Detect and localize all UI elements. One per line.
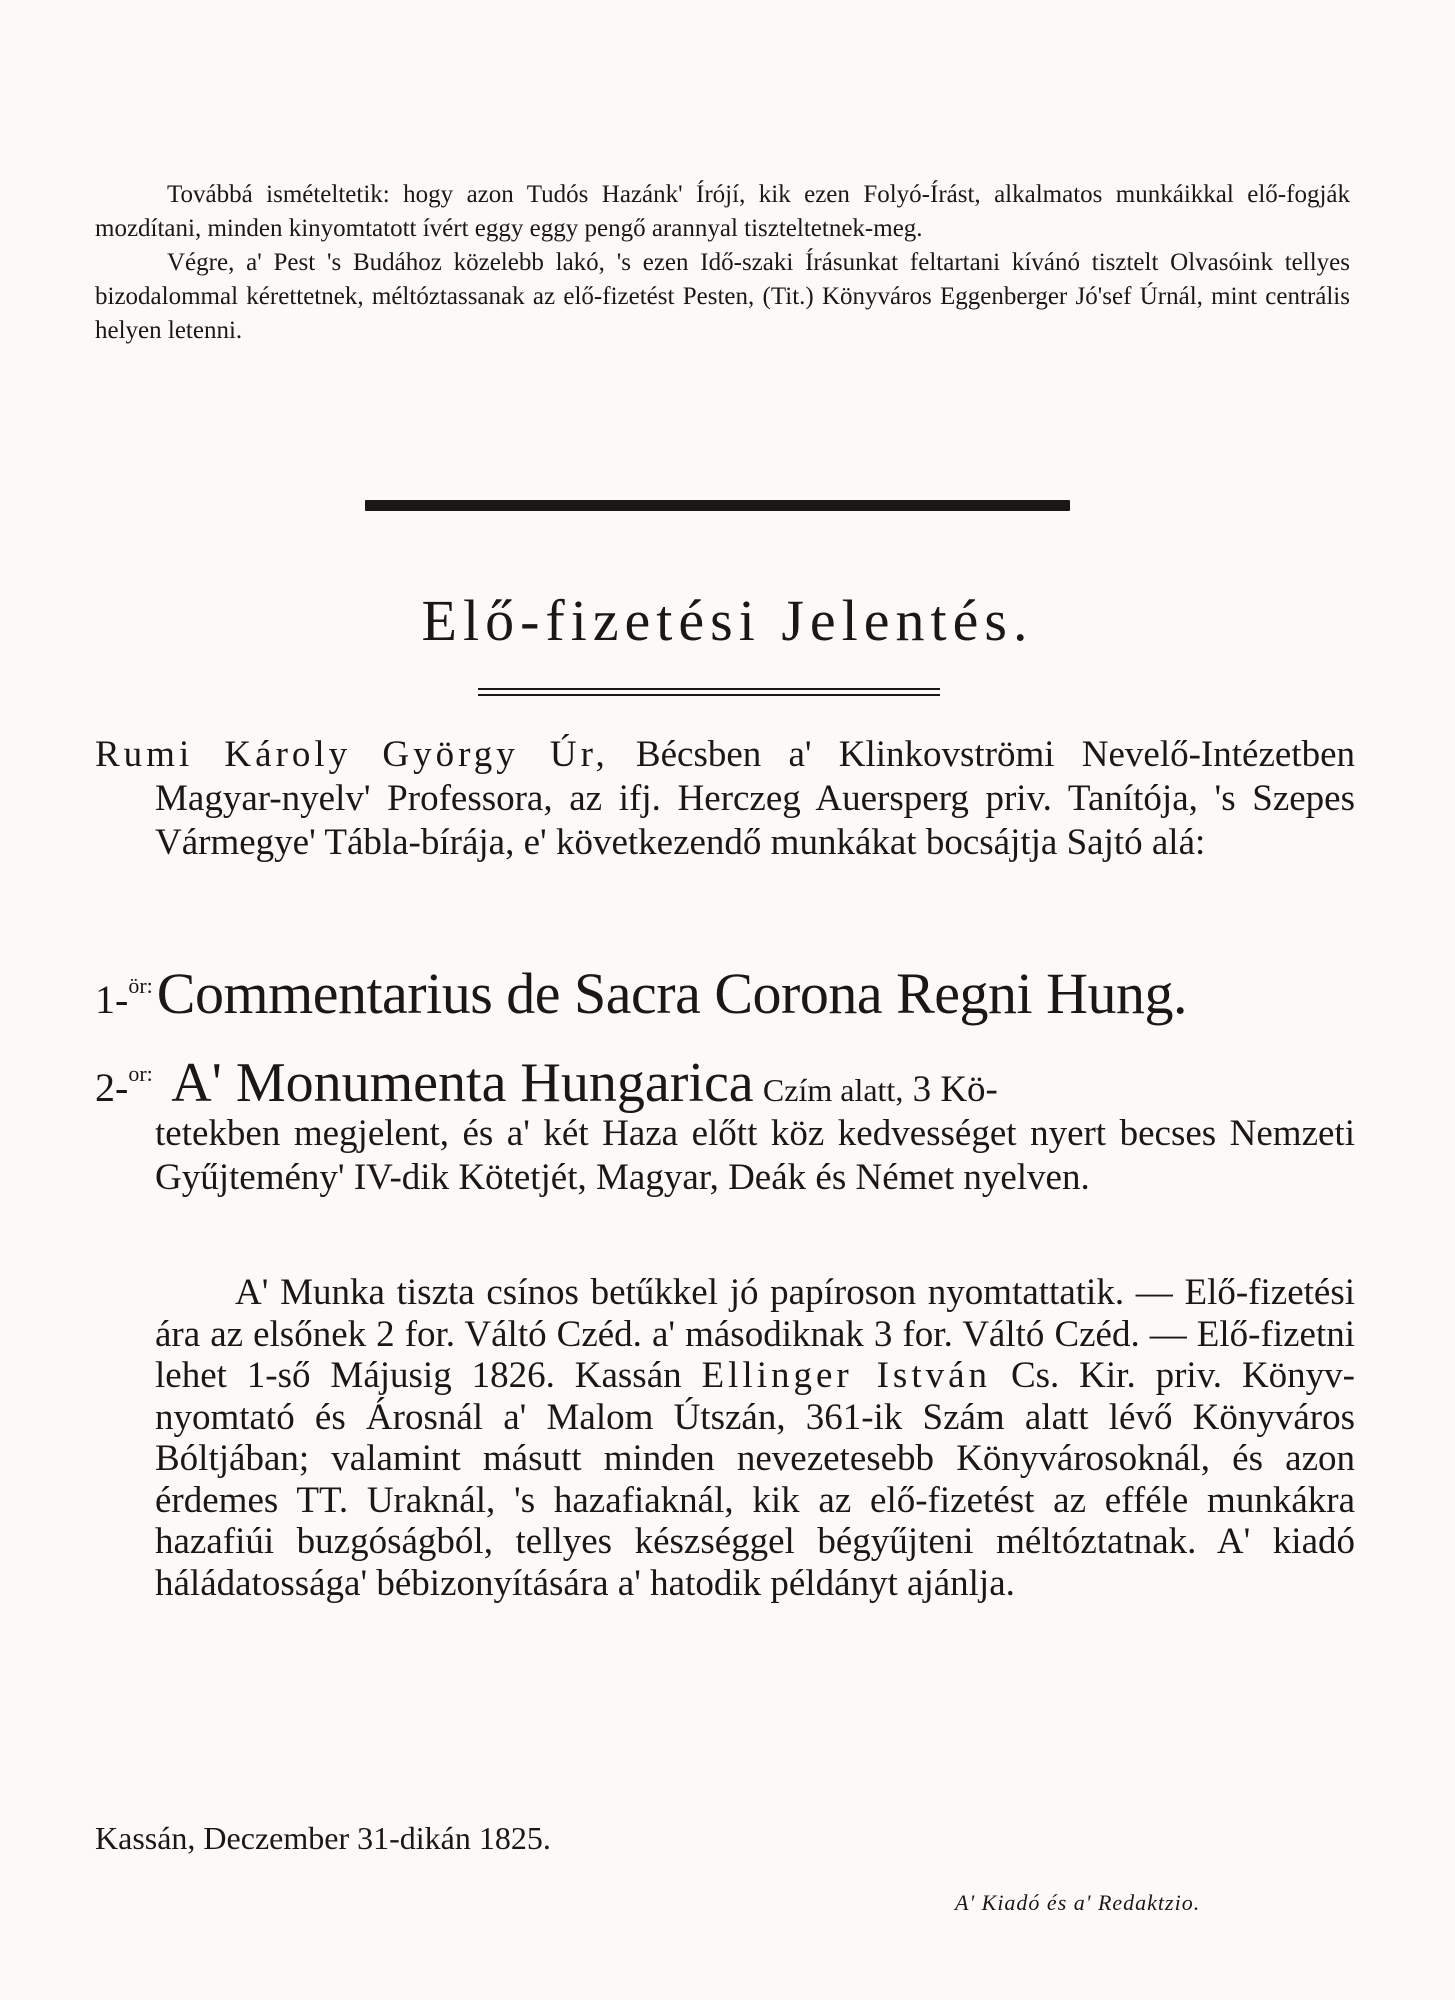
double-divider-rule (478, 688, 940, 696)
item-2-title-tail: Czím alatt, (762, 1072, 904, 1108)
printer-name: Ellinger István (701, 1355, 992, 1396)
subscription-terms (155, 1272, 1355, 1604)
item-2-text-start: 3 Kö- (912, 1069, 998, 1110)
terms-text-after: Cs. Kir. priv. Könyv-nyomtató és Árosnál a' Malom Útszán, 361-ik Szám alatt lévő Könyváros Bóltjában; valamint másutt minden nevezetesebb Könyvárosoknál, és azon érdemes TT. Uraknál, 's hazafiaknál, kik az elő-fizetést az efféle munkákra hazafiúi buzgóságból, tellyes készséggel bégyűjteni méltóztatnak. A' kiadó háládatossága' bébizonyítására a' hatodik példányt ajánlja. (155, 1355, 1356, 1604)
notice-section (95, 178, 1350, 348)
signature: A' Kiadó és a' Redaktzio. (955, 1890, 1201, 1915)
item-1-title: Commentarius de Sacra Corona Regni Hung. (156, 961, 1188, 1026)
notice-paragraph-1: Továbbá ismételtetik: hogy azon Tudós Hazánk' Írójí, kik ezen Folyó-Írást, alkalmatos munkáikkal elő-fogják mozdítani, minden kinyomtatott ívért eggy eggy pengő arannyal tiszteltetnek-meg. (95, 181, 1350, 242)
announcement-intro (95, 733, 1355, 865)
item-2-suffix: or: (128, 1061, 153, 1086)
item-1-number: 1- (95, 977, 129, 1022)
item-2-number: 2- (95, 1065, 129, 1110)
work-item-1 (95, 960, 1360, 1027)
heavy-divider-rule (365, 500, 1070, 511)
dateline: Kassán, Deczember 31-dikán 1825. (95, 1820, 551, 1856)
author-name: Rumi Károly György Úr, (95, 734, 609, 775)
work-item-2 (95, 1052, 1355, 1200)
item-2-description: tetekben megjelent, és a' két Haza előtt köz kedvességet nyert becses Nemzeti Gyűjtemény' IV-dik Kötetjét, Magyar, Deák és Német nyelven. (155, 1113, 1355, 1198)
notice-paragraph-2: Végre, a' Pest 's Budához közelebb lakó, 's ezen Idő-szaki Írásunkat feltartani kívánó tisztelt Olvasóink tellyes bizodalommal kérettetnek, méltóztassanak az elő-fizetést Pesten, (Tit.) Könyváros Eggenberger Jó'sef Úrnál, mint centrális helyen letenni. (95, 249, 1350, 344)
terms-text-before: A' Munka tiszta csínos betűkkel jó papíroson nyomtattatik. — Elő-fizetési ára az elsőnek 2 for. Váltó Czéd. a' másodiknak 3 for. Váltó Czéd. — Elő-fizetni lehet 1-ső Májusig 1826. Kassán (155, 1272, 1355, 1396)
announcement-title: Elő-fizetési Jelentés. (421, 588, 1034, 653)
item-2-title: A' Monumenta Hungarica (171, 1052, 754, 1114)
intro-text: Bécsben a' Klinkovströmi Nevelő-Intézetben Magyar-nyelv' Professora, az ifj. Herczeg Auersperg priv. Tanítója, 's Szepes Vármegye' Tábla-bírája, e' következendő munkákat bocsájtja Sajtó alá: (155, 734, 1355, 863)
item-1-suffix: ör: (128, 973, 153, 998)
